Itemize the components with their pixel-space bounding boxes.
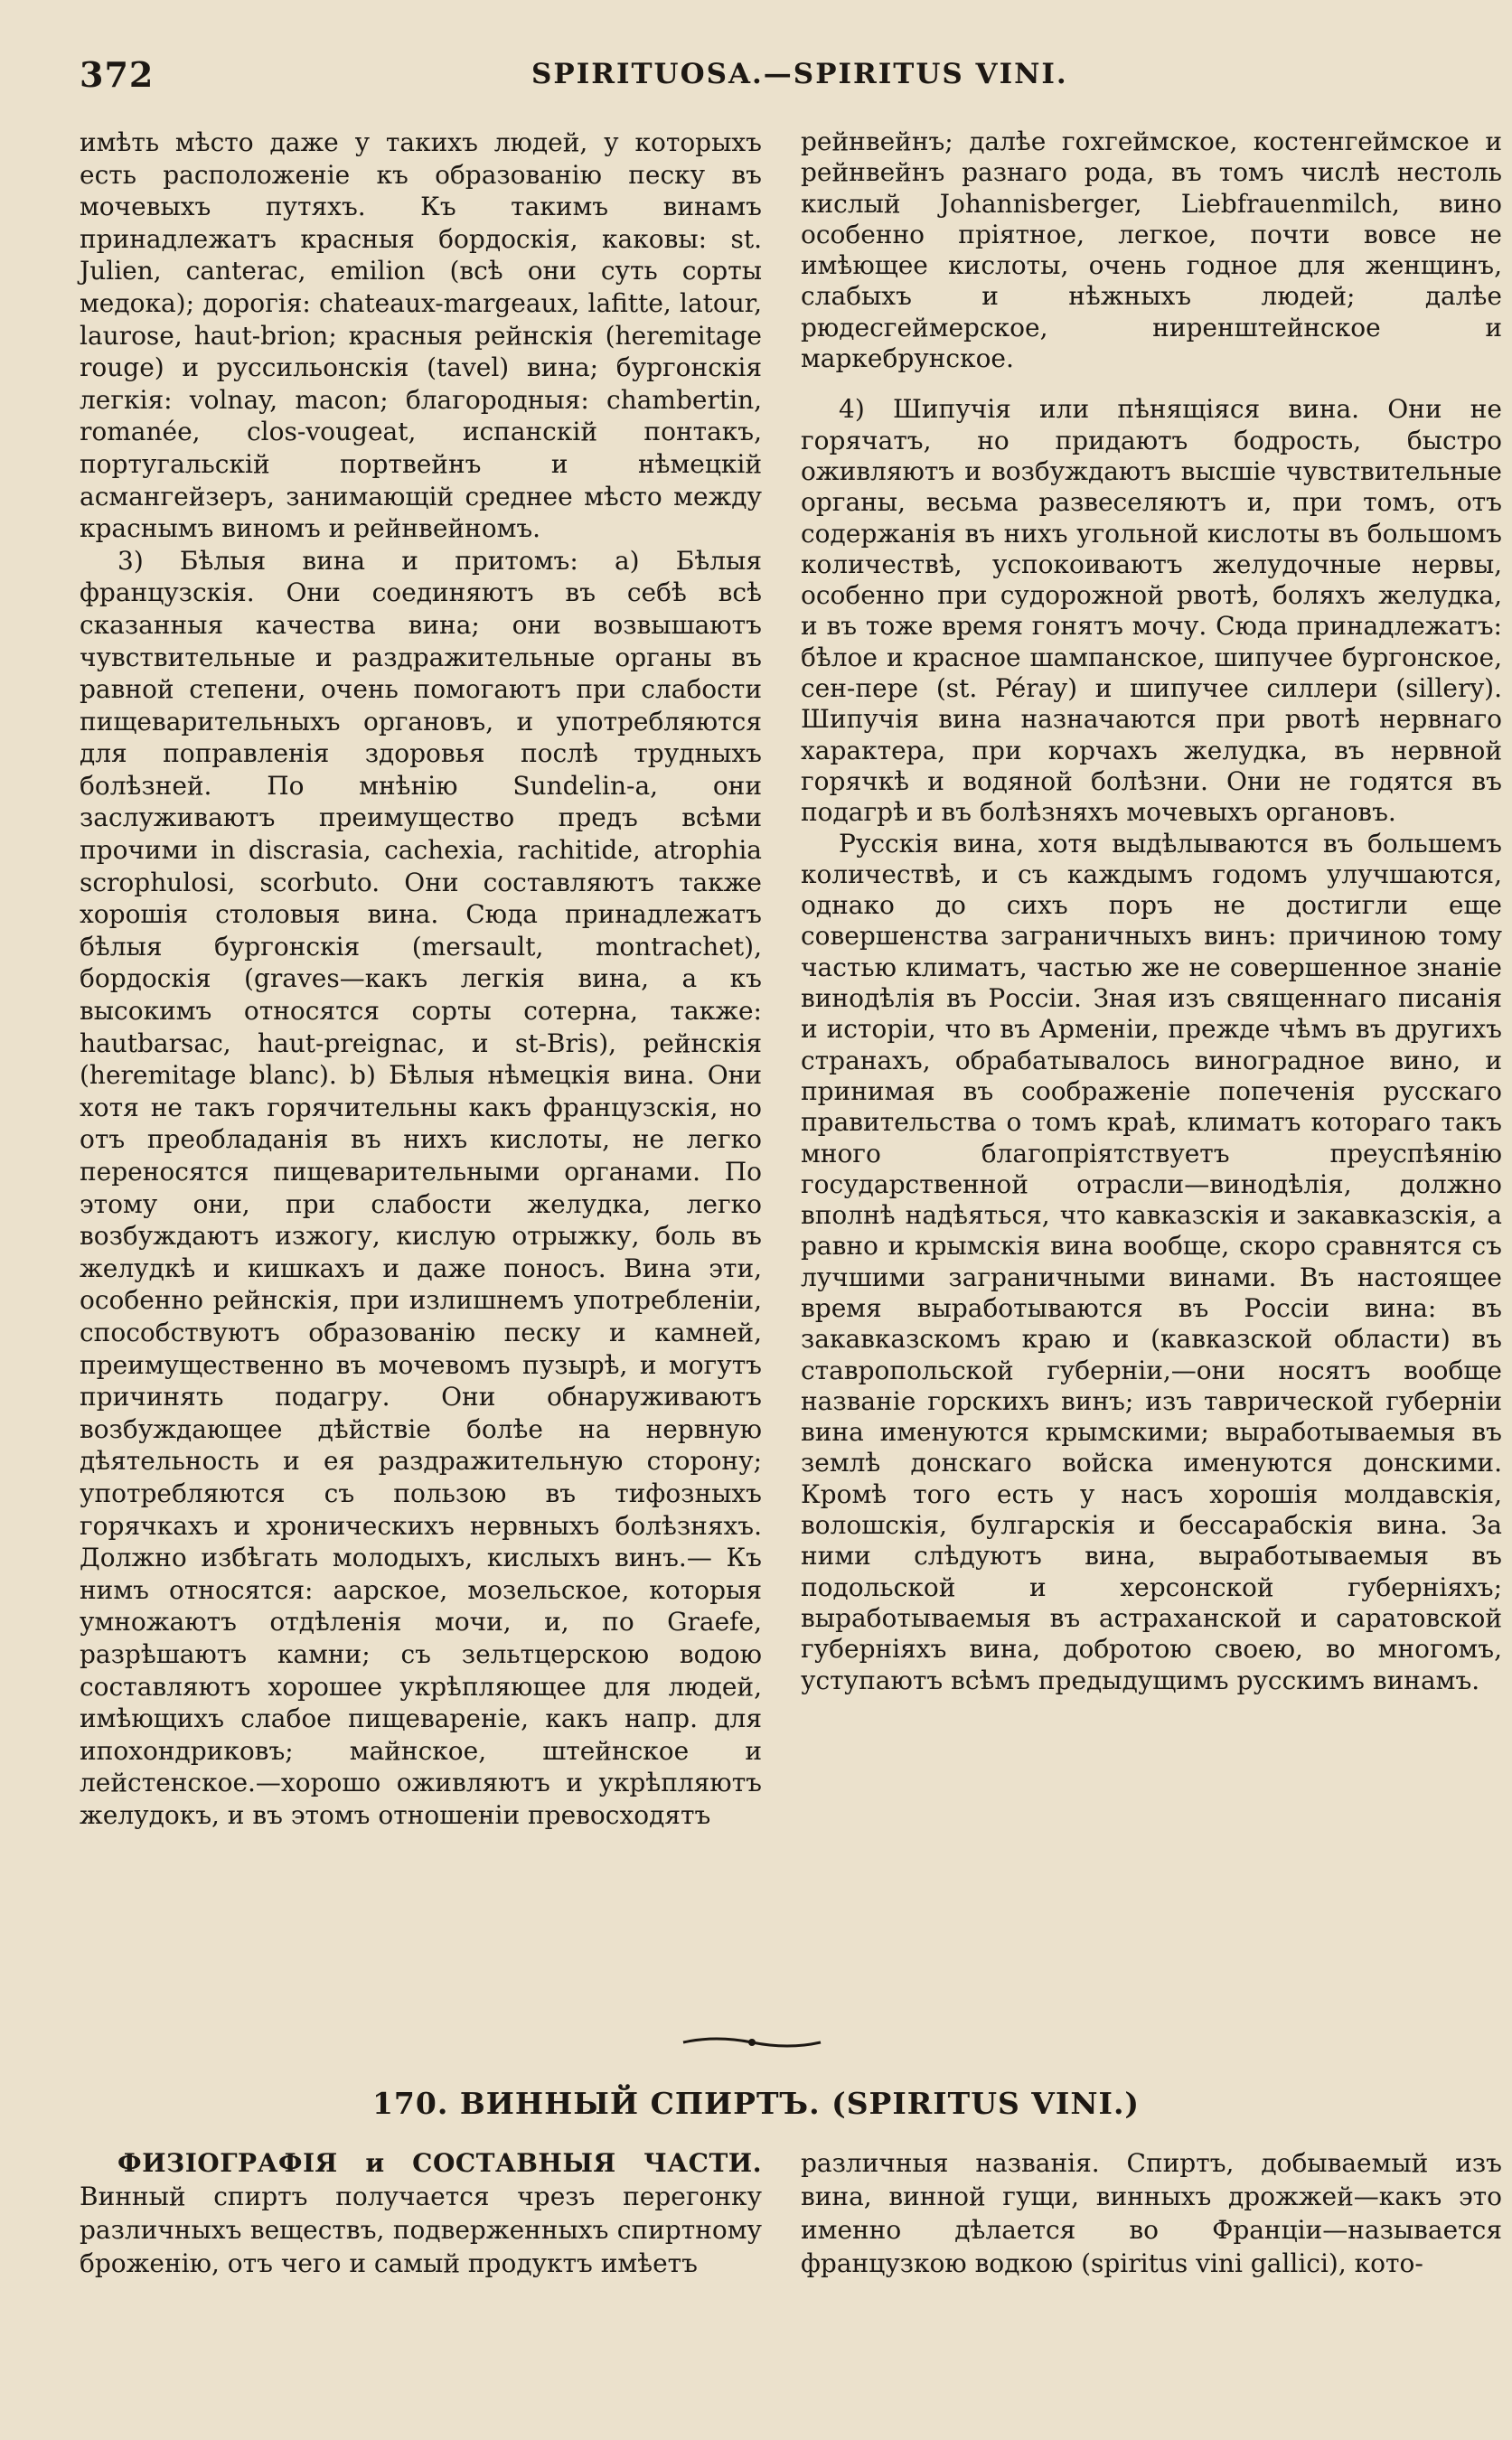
section-right-text: различныя названія. Спиртъ, добываемый изъ вина, винной гущи, винныхъ дрожжей—какъ это именно дѣлается во Франціи—называется французкою водкою (spiritus vini gallici), кото-: [801, 2148, 1502, 2278]
section-right-column: [801, 2146, 1502, 2280]
running-head: SPIRITUOSA.—SPIRITUS VINI.: [531, 58, 1068, 90]
left-paragraph-1: имѣть мѣсто даже у такихъ людей, у которыхъ есть расположеніе къ образованію песку въ мочевыхъ путяхъ. Къ такимъ винамъ принадлежатъ красныя бордоскія, каковы: st. Julien, canterac, emilion (всѣ они суть сорты медока); дорогія: chateaux-margeaux, lafitte, latour, laurose, haut-brion; красныя рейнскія (heremitage rouge) и руссильонскія (tavel) вина; бургонскія легкія: volnay, macon; благородныя: chambertin, romanée, clos-vougeat, испанскій понтакъ, португальскій портвейнъ и нѣмецкій асмангейзеръ, занимающій среднее мѣсто между краснымъ виномъ и рейнвейномъ.: [80, 127, 762, 544]
left-paragraph-2: 3) Бѣлыя вина и притомъ: а) Бѣлыя французскія. Они соединяютъ въ себѣ всѣ сказанныя качества вина; они возвышаютъ чувствительные и раздражительные органы въ равной степени, очень помогаютъ при слабости пищеварительныхъ органовъ, и употребляются для поправленія здоровья послѣ трудныхъ болѣзней. По мнѣнію Sundelin-а, они заслуживаютъ преимущество предъ всѣми прочими in discrasia, cachexia, rachitide, atrophia scrophulosi, scorbuto. Они составляютъ также хорошія столовыя вина. Сюда принадлежатъ бѣлыя бургонскія (mersault, montrachet), бордоскія (graves—какъ легкія вина, а къ высокимъ относятся сорты сотерна, также: hautbarsac, haut-preignac, и st-Bris), рейнскія (heremitage blanc). b) Бѣлыя нѣмецкія вина. Они хотя не такъ горячительны какъ французскія, но отъ преобладанія въ нихъ кислоты, не легко переносятся пищеварительными органами. По этому они, при слабости желудка, легко возбуждаютъ изжогу, кислую отрыжку, боль въ желудкѣ и кишкахъ и даже поносъ. Вина эти, особенно рейнскія, при излишнемъ употребленіи, способствуютъ образованію песку и камней, преимущественно въ мочевомъ пузырѣ, и могутъ причинять подагру. Они обнаруживаютъ возбуждающее дѣйствіе болѣе на нервную дѣятельность и ея раздражительную сторону; употребляются съ пользою въ тифозныхъ горячкахъ и хроническихъ нервныхъ болѣзняхъ. Должно избѣгать молодыхъ, кислыхъ винъ.— Къ нимъ относятся: аарское, мозельское, которыя умножаютъ отдѣленія мочи, и, по Graefe, разрѣшаютъ камни; съ зельтцерскою водою составляютъ хорошее укрѣпляющее для людей, имѣющихъ слабое пищевареніе, какъ напр. для ипохондриковъ; майнское, штейнское и лейстенское.—хорошо оживляютъ и укрѣпляютъ желудокъ, и въ этомъ отношеніи превосходятъ: [80, 545, 762, 1830]
left-column: [80, 127, 762, 1831]
right-column: [801, 127, 1502, 1696]
section-left-column: [80, 2146, 762, 2280]
section-left-text: Винный спиртъ получается чрезъ перегонку различныхъ веществъ, подверженныхъ спиртному броженію, отъ чего и самый продуктъ имѣетъ: [80, 2182, 762, 2278]
right-paragraph-3: Русскія вина, хотя выдѣлываются въ большемъ количествѣ, и съ каждымъ годомъ улучшаются, однако до сихъ поръ не достигли еще совершенства заграничныхъ винъ: причиною тому частью климатъ, частью же не совершенное знаніе винодѣлія въ Россіи. Зная изъ священнаго писанія и исторіи, что въ Арменіи, прежде чѣмъ въ другихъ странахъ, обрабатывалось виноградное вино, и принимая въ соображеніе попеченія русскаго правительства о томъ краѣ, климатъ котораго такъ много благопріятствуетъ преуспѣянію государственной отрасли—винодѣлія, должно вполнѣ надѣяться, что кавказскія и закавказскія, а равно и крымскія вина вообще, скоро сравнятся съ лучшими заграничными винами. Въ настоящее время выработываются въ Россіи вина: въ закавказскомъ краю и (кавказской области) въ ставропольской губерніи,—они носятъ вообще названіе горскихъ винъ; изъ таврической губерніи вина именуются крымскими; выработываемыя въ землѣ донскаго войска именуются донскими. Кромѣ того есть у насъ хорошія молдавскія, волошскія, булгарскія и бессарабскія вина. За ними слѣдуютъ вина, выработываемыя въ подольской и херсонской губерніяхъ; выработываемыя въ астраханской и саратовской губерніяхъ вина, добротою своею, во многомъ, уступаютъ всѣмъ предыдущимъ русскимъ винамъ.: [801, 828, 1502, 1695]
section-divider-ornament: [680, 2032, 824, 2053]
section-title: 170. ВИННЫЙ СПИРТЪ. (SPIRITUS VINI.): [371, 2086, 1141, 2121]
section-left-paragraph: [80, 2146, 762, 2280]
right-paragraph-1: рейнвейнъ; далѣе гохгеймское, костенгеймское и рейнвейнъ разнаго рода, въ томъ числѣ нестоль кислый Johannisberger, Liebfrauenmilch, вино особенно пріятное, легкое, почти вовсе не имѣющее кислоты, очень годное для женщинъ, слабыхъ и нѣжныхъ людей; далѣе рюдесгеймерское, ниренштейнское и маркебрунское.: [801, 127, 1502, 374]
page-header: [80, 54, 1435, 105]
right-paragraph-2: 4) Шипучія или пѣнящіяся вина. Они не горячатъ, но придаютъ бодрость, быстро оживляютъ и возбуждаютъ высшіе чувствительные органы, весьма развеселяютъ и, при томъ, отъ содержанія въ нихъ угольной кислоты въ большомъ количествѣ, успокоиваютъ желудочные нервы, особенно при судорожной рвотѣ, боляхъ желудка, и въ тоже время гонятъ мочу. Сюда принадлежатъ: бѣлое и красное шампанское, шипучее бургонское, сен-пере (st. Péray) и шипучее силлери (sillery). Шипучія вина назначаются при рвотѣ нервнаго характера, при корчахъ желудка, въ нервной горячкѣ и водяной болѣзни. Они не годятся въ подагрѣ и въ болѣзняхъ мочевыхъ органовъ.: [801, 394, 1502, 828]
page-number: 372: [80, 54, 155, 95]
section-lead-caps: ФИЗІОГРАФІЯ и СОСТАВНЫЯ ЧАСТИ.: [117, 2148, 762, 2178]
